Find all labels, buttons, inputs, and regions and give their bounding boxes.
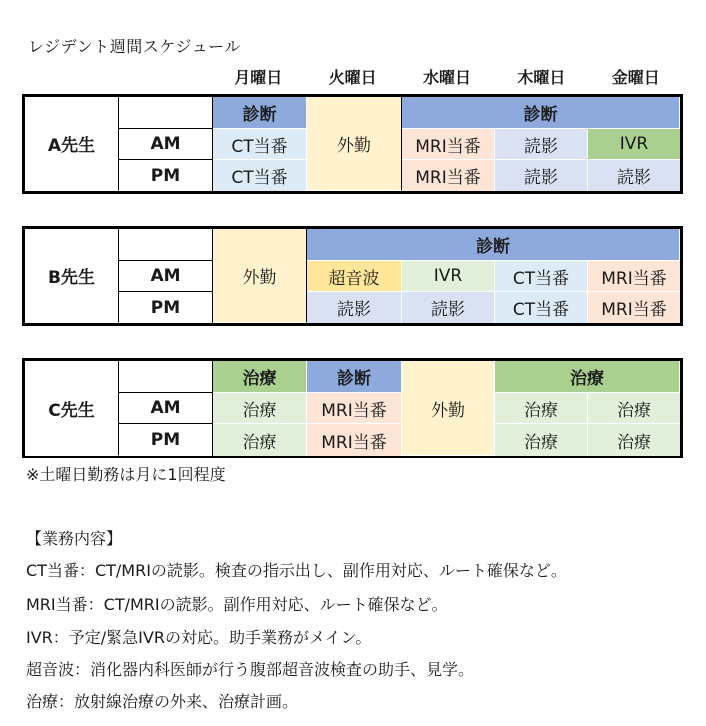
cell-am-wed: IVR <box>402 261 495 292</box>
pm-label: PM <box>119 292 213 323</box>
header-diagnosis-wed-fri: 診断 <box>402 97 680 129</box>
description-ivr: IVR：予定/緊急IVRの対応。助手業務がメイン。 <box>26 628 372 647</box>
cell-am-wed: MRI当番 <box>402 129 495 160</box>
page-title: レジデント週間スケジュール <box>28 37 241 56</box>
doctor-name: C先生 <box>25 361 119 456</box>
cell-pm-wed: MRI当番 <box>402 160 495 191</box>
description-ultrasound: 超音波：消化器内科医師が行う腹部超音波検査の助手、見学。 <box>26 660 475 679</box>
section-heading: 【業務内容】 <box>26 529 123 548</box>
day-tue: 火曜日 <box>328 68 377 87</box>
cell-pm-tue: 読影 <box>307 292 402 323</box>
pm-label: PM <box>119 160 213 191</box>
cell-pm-fri: MRI当番 <box>588 292 680 323</box>
cell-pm-thu: CT当番 <box>495 292 588 323</box>
day-thu: 木曜日 <box>517 68 566 87</box>
blank-header <box>119 229 213 261</box>
day-header-row <box>211 66 683 90</box>
am-label: AM <box>119 129 213 160</box>
cell-am-thu: 読影 <box>495 129 588 160</box>
description-mri: MRI当番：CT/MRIの読影。副作用対応、ルート確保など。 <box>26 595 448 614</box>
doctor-name: B先生 <box>25 229 119 323</box>
day-wed: 水曜日 <box>422 68 471 87</box>
blank-header <box>119 361 213 393</box>
header-diagnosis-tue-fri: 診断 <box>307 229 680 261</box>
header-diagnosis-tue: 診断 <box>307 361 402 393</box>
cell-am-thu: CT当番 <box>495 261 588 292</box>
cell-am-mon: 治療 <box>213 393 307 424</box>
cell-pm-wed: 読影 <box>402 292 495 323</box>
blank-header <box>119 97 213 129</box>
cell-am-mon: CT当番 <box>213 129 307 160</box>
table-c-bottom-rule <box>22 456 683 458</box>
cell-am-tue: MRI当番 <box>307 393 402 424</box>
day-fri: 金曜日 <box>611 68 660 87</box>
schedule-table-c <box>22 358 683 456</box>
cell-am-fri: MRI当番 <box>588 261 680 292</box>
description-treatment: 治療：放射線治療の外来、治療計画。 <box>26 692 299 711</box>
am-label: AM <box>119 261 213 292</box>
cell-wed-external: 外勤 <box>402 361 495 456</box>
cell-pm-fri: 治療 <box>588 424 680 456</box>
day-mon: 月曜日 <box>234 68 283 87</box>
cell-pm-tue: MRI当番 <box>307 424 402 456</box>
saturday-note: ※土曜日勤務は月に1回程度 <box>26 465 226 484</box>
am-label: AM <box>119 393 213 424</box>
cell-pm-thu: 読影 <box>495 160 588 191</box>
pm-label: PM <box>119 424 213 456</box>
header-treatment-thu-fri: 治療 <box>495 361 680 393</box>
cell-pm-mon: 治療 <box>213 424 307 456</box>
cell-pm-mon: CT当番 <box>213 160 307 191</box>
schedule-table-b <box>22 226 683 326</box>
header-treatment-mon: 治療 <box>213 361 307 393</box>
schedule-table-a <box>22 94 683 194</box>
doctor-name: A先生 <box>25 97 119 191</box>
cell-am-fri: 治療 <box>588 393 680 424</box>
cell-am-tue: 超音波 <box>307 261 402 292</box>
cell-tue-external: 外勤 <box>307 97 402 191</box>
cell-am-fri: IVR <box>588 129 680 160</box>
cell-am-thu: 治療 <box>495 393 588 424</box>
cell-pm-thu: 治療 <box>495 424 588 456</box>
cell-mon-external: 外勤 <box>213 229 307 323</box>
header-diagnosis-mon: 診断 <box>213 97 307 129</box>
cell-pm-fri: 読影 <box>588 160 680 191</box>
description-ct: CT当番：CT/MRIの読影。検査の指示出し、副作用対応、ルート確保など。 <box>26 561 567 580</box>
